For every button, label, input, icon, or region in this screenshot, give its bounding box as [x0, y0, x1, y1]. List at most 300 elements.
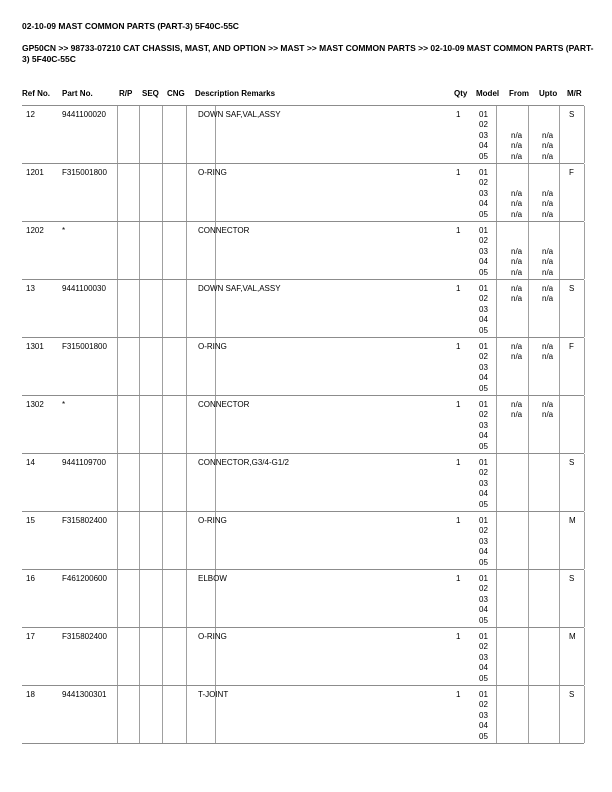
cell-part-no: F315001800 — [62, 342, 107, 351]
cell-model-list-entry: 03 — [479, 536, 488, 546]
cell-description: CONNECTOR — [198, 400, 250, 409]
column-divider — [559, 396, 560, 453]
cell-model-list-entry: 05 — [479, 383, 488, 393]
cell-description: O-RING — [198, 168, 227, 177]
cell-upto-list-entry — [542, 178, 553, 188]
cell-from-list-entry: n/a — [511, 352, 523, 362]
column-divider — [496, 512, 497, 569]
cell-description: CONNECTOR,G3/4-G1/2 — [198, 458, 289, 467]
cell-model-list — [479, 168, 488, 220]
column-divider — [496, 454, 497, 511]
cell-mr: S — [569, 110, 575, 119]
column-divider — [496, 686, 497, 743]
cell-model-list-entry: 04 — [479, 373, 488, 383]
cell-model-list — [479, 632, 488, 684]
column-divider — [186, 338, 187, 395]
column-divider — [186, 628, 187, 685]
page-title: 02-10-09 MAST COMMON PARTS (PART-3) 5F40C-55C — [22, 21, 239, 31]
cell-model-list-entry: 02 — [479, 468, 488, 478]
cell-from-list-entry: n/a — [511, 267, 523, 277]
cell-model-list — [479, 226, 488, 278]
cell-upto-list-entry: n/a — [542, 410, 554, 420]
header-rp: R/P — [119, 89, 133, 98]
cell-part-no: 9441109700 — [62, 458, 106, 467]
cell-model-list — [479, 284, 488, 336]
table-row — [22, 396, 584, 454]
cell-model-list-entry: 04 — [479, 199, 488, 209]
cell-upto-list-entry: n/a — [542, 342, 554, 351]
column-divider — [584, 106, 585, 163]
cell-description: O-RING — [198, 632, 227, 641]
table-row — [22, 570, 584, 628]
column-divider — [186, 164, 187, 221]
cell-description: DOWN SAF,VAL,ASSY — [198, 110, 281, 119]
column-divider — [186, 454, 187, 511]
cell-model-list-entry: 02 — [479, 236, 488, 246]
cell-ref-no: 18 — [26, 690, 35, 699]
cell-upto-list — [542, 110, 553, 162]
column-divider — [496, 164, 497, 221]
column-divider — [496, 106, 497, 163]
column-divider — [584, 222, 585, 279]
cell-model-list — [479, 574, 488, 626]
cell-model-list-entry: 05 — [479, 325, 488, 335]
column-divider — [186, 222, 187, 279]
cell-upto-list-entry — [542, 110, 553, 120]
cell-ref-no: 16 — [26, 574, 35, 583]
cell-from-list-entry — [511, 178, 522, 188]
table-row — [22, 454, 584, 512]
cell-model-list-entry: 04 — [479, 547, 488, 557]
cell-from-list — [511, 168, 522, 220]
cell-from-list-entry — [511, 363, 522, 373]
table-row — [22, 222, 584, 280]
column-divider — [117, 106, 118, 163]
cell-from-list-entry: n/a — [511, 400, 523, 409]
cell-qty: 1 — [456, 342, 461, 351]
cell-from-list-entry: n/a — [511, 188, 523, 198]
cell-ref-no: 17 — [26, 632, 35, 641]
cell-upto-list-entry: n/a — [542, 209, 554, 219]
cell-model-list-entry: 05 — [479, 209, 488, 219]
cell-from-list-entry — [511, 373, 522, 383]
column-divider — [186, 570, 187, 627]
column-divider — [162, 512, 163, 569]
column-divider — [528, 280, 529, 337]
column-divider — [139, 106, 140, 163]
cell-from-list-entry — [511, 305, 522, 315]
cell-description: O-RING — [198, 342, 227, 351]
cell-model-list-entry: 03 — [479, 304, 488, 314]
cell-upto-list-entry — [542, 442, 553, 452]
cell-upto-list-entry — [542, 305, 553, 315]
column-divider — [528, 338, 529, 395]
cell-model-list-entry: 03 — [479, 478, 488, 488]
cell-model-list-entry: 02 — [479, 700, 488, 710]
cell-from-list-entry — [511, 226, 522, 236]
cell-upto-list-entry: n/a — [542, 188, 554, 198]
cell-upto-list-entry — [542, 168, 553, 178]
column-divider — [117, 686, 118, 743]
column-divider — [117, 396, 118, 453]
table-row — [22, 338, 584, 396]
cell-upto-list-entry — [542, 236, 553, 246]
cell-from-list-entry — [511, 421, 522, 431]
cell-ref-no: 1201 — [26, 168, 44, 177]
column-divider — [162, 686, 163, 743]
cell-qty: 1 — [456, 458, 461, 467]
column-divider — [139, 628, 140, 685]
cell-model-list-entry: 04 — [479, 315, 488, 325]
header-from: From — [509, 89, 529, 98]
column-divider — [528, 164, 529, 221]
cell-upto-list — [542, 168, 553, 220]
cell-model-list-entry: 03 — [479, 246, 488, 256]
cell-mr: F — [569, 342, 574, 351]
cell-ref-no: 12 — [26, 110, 35, 119]
column-divider — [584, 280, 585, 337]
cell-model-list — [479, 458, 488, 510]
column-divider — [117, 570, 118, 627]
cell-upto-list-entry: n/a — [542, 257, 554, 267]
column-divider — [162, 338, 163, 395]
cell-ref-no: 1301 — [26, 342, 44, 351]
column-divider — [117, 222, 118, 279]
header-qty: Qty — [454, 89, 468, 98]
cell-part-no: * — [62, 226, 66, 235]
cell-upto-list-entry — [542, 120, 553, 130]
cell-model-list — [479, 342, 488, 394]
cell-upto-list-entry — [542, 326, 553, 336]
header-description: Description Remarks — [195, 89, 276, 98]
cell-model-list-entry: 01 — [479, 400, 488, 409]
column-divider — [162, 396, 163, 453]
cell-qty: 1 — [456, 226, 461, 235]
cell-mr: S — [569, 690, 575, 699]
cell-model-list-entry: 04 — [479, 141, 488, 151]
cell-upto-list-entry — [542, 363, 553, 373]
cell-upto-list-entry: n/a — [542, 246, 554, 256]
cell-ref-no: 15 — [26, 516, 35, 525]
cell-upto-list-entry — [542, 421, 553, 431]
column-divider — [162, 106, 163, 163]
cell-upto-list — [542, 342, 553, 394]
cell-description: CONNECTOR — [198, 226, 250, 235]
cell-model-list-entry: 04 — [479, 721, 488, 731]
cell-description: O-RING — [198, 516, 227, 525]
column-divider — [559, 686, 560, 743]
cell-model-list-entry: 01 — [479, 226, 488, 235]
cell-model-list — [479, 400, 488, 452]
cell-from-list-entry: n/a — [511, 342, 523, 351]
cell-from-list-entry — [511, 384, 522, 394]
cell-upto-list-entry: n/a — [542, 400, 554, 409]
cell-model-list-entry: 02 — [479, 294, 488, 304]
cell-upto-list-entry: n/a — [542, 141, 554, 151]
cell-model-list-entry: 03 — [479, 130, 488, 140]
cell-upto-list — [542, 226, 553, 278]
column-divider — [162, 570, 163, 627]
header-seq: SEQ — [142, 89, 159, 98]
cell-mr: S — [569, 574, 575, 583]
cell-upto-list-entry — [542, 315, 553, 325]
cell-model-list-entry: 04 — [479, 489, 488, 499]
cell-upto-list-entry: n/a — [542, 199, 554, 209]
table-row — [22, 628, 584, 686]
cell-model-list-entry: 05 — [479, 557, 488, 567]
column-divider — [559, 222, 560, 279]
column-divider — [139, 512, 140, 569]
cell-model-list-entry: 03 — [479, 362, 488, 372]
cell-from-list-entry: n/a — [511, 246, 523, 256]
column-divider — [559, 106, 560, 163]
cell-qty: 1 — [456, 516, 461, 525]
column-divider — [559, 628, 560, 685]
column-divider — [139, 280, 140, 337]
cell-from-list-entry: n/a — [511, 199, 523, 209]
column-divider — [162, 280, 163, 337]
column-divider — [528, 106, 529, 163]
column-divider — [559, 280, 560, 337]
column-divider — [139, 396, 140, 453]
cell-from-list — [511, 284, 522, 336]
column-divider — [528, 222, 529, 279]
cell-upto-list — [542, 400, 553, 452]
cell-qty: 1 — [456, 110, 461, 119]
cell-upto-list-entry: n/a — [542, 267, 554, 277]
column-divider — [528, 686, 529, 743]
table-row — [22, 686, 584, 744]
cell-model-list-entry: 01 — [479, 516, 488, 525]
cell-from-list-entry — [511, 168, 522, 178]
cell-from-list-entry — [511, 431, 522, 441]
cell-from-list-entry: n/a — [511, 410, 523, 420]
cell-from-list — [511, 400, 522, 452]
cell-model-list-entry: 04 — [479, 257, 488, 267]
cell-upto-list-entry — [542, 431, 553, 441]
cell-from-list-entry: n/a — [511, 284, 523, 293]
cell-description: T-JOINT — [198, 690, 229, 699]
column-divider — [559, 512, 560, 569]
column-divider — [584, 454, 585, 511]
cell-upto-list — [542, 284, 553, 336]
cell-from-list-entry: n/a — [511, 294, 523, 304]
header-ref-no: Ref No. — [22, 89, 50, 98]
cell-model-list-entry: 05 — [479, 731, 488, 741]
cell-model-list-entry: 03 — [479, 710, 488, 720]
cell-from-list-entry — [511, 110, 522, 120]
column-divider — [117, 454, 118, 511]
cell-qty: 1 — [456, 632, 461, 641]
cell-model-list-entry: 01 — [479, 110, 488, 119]
cell-qty: 1 — [456, 284, 461, 293]
cell-from-list-entry — [511, 315, 522, 325]
cell-model-list-entry: 05 — [479, 673, 488, 683]
column-divider — [559, 570, 560, 627]
cell-from-list-entry — [511, 120, 522, 130]
header-part-no: Part No. — [62, 89, 93, 98]
cell-description: DOWN SAF,VAL,ASSY — [198, 284, 281, 293]
cell-model-list — [479, 110, 488, 162]
cell-mr: S — [569, 284, 575, 293]
cell-model-list-entry: 05 — [479, 267, 488, 277]
cell-from-list-entry — [511, 442, 522, 452]
cell-upto-list-entry: n/a — [542, 284, 554, 293]
cell-model-list — [479, 690, 488, 742]
cell-mr: S — [569, 458, 575, 467]
cell-model-list-entry: 01 — [479, 632, 488, 641]
cell-from-list — [511, 342, 522, 394]
column-divider — [584, 512, 585, 569]
cell-from-list-entry: n/a — [511, 141, 523, 151]
cell-upto-list-entry: n/a — [542, 294, 554, 304]
cell-model-list-entry: 01 — [479, 342, 488, 351]
cell-qty: 1 — [456, 690, 461, 699]
table-row — [22, 106, 584, 164]
cell-qty: 1 — [456, 400, 461, 409]
cell-model-list-entry: 05 — [479, 499, 488, 509]
column-divider — [186, 512, 187, 569]
cell-part-no: 9441300301 — [62, 690, 107, 699]
cell-model-list-entry: 01 — [479, 690, 488, 699]
column-divider — [162, 628, 163, 685]
cell-upto-list-entry: n/a — [542, 151, 554, 161]
cell-model-list-entry: 05 — [479, 151, 488, 161]
column-divider — [584, 338, 585, 395]
table-row — [22, 280, 584, 338]
column-divider — [162, 222, 163, 279]
cell-model-list-entry: 03 — [479, 420, 488, 430]
cell-model-list-entry: 03 — [479, 594, 488, 604]
column-divider — [117, 512, 118, 569]
cell-model-list-entry: 04 — [479, 605, 488, 615]
cell-model-list-entry: 01 — [479, 284, 488, 293]
column-divider — [186, 106, 187, 163]
column-divider — [496, 628, 497, 685]
cell-model-list-entry: 02 — [479, 584, 488, 594]
header-mr: M/R — [567, 89, 582, 98]
column-divider — [139, 164, 140, 221]
cell-model-list-entry: 02 — [479, 178, 488, 188]
cell-mr: F — [569, 168, 574, 177]
cell-description: ELBOW — [198, 574, 227, 583]
cell-from-list — [511, 226, 522, 278]
cell-model-list-entry: 01 — [479, 168, 488, 177]
header-cng: CNG — [167, 89, 185, 98]
cell-part-no: F315001800 — [62, 168, 107, 177]
column-divider — [117, 164, 118, 221]
table-row — [22, 164, 584, 222]
header-model: Model — [476, 89, 500, 98]
column-divider — [496, 396, 497, 453]
column-divider — [186, 280, 187, 337]
column-divider — [559, 338, 560, 395]
cell-model-list-entry: 02 — [479, 526, 488, 536]
cell-mr: M — [569, 632, 576, 641]
column-divider — [496, 570, 497, 627]
cell-part-no: F315802400 — [62, 516, 107, 525]
cell-upto-list-entry: n/a — [542, 130, 554, 140]
cell-from-list-entry: n/a — [511, 209, 523, 219]
cell-from-list-entry: n/a — [511, 130, 523, 140]
cell-model-list-entry: 04 — [479, 431, 488, 441]
column-divider — [584, 686, 585, 743]
column-divider — [496, 222, 497, 279]
column-divider — [139, 570, 140, 627]
cell-from-list — [511, 110, 522, 162]
cell-part-no: 9441100030 — [62, 284, 106, 293]
cell-from-list-entry: n/a — [511, 257, 523, 267]
table-row — [22, 512, 584, 570]
column-divider — [162, 164, 163, 221]
cell-qty: 1 — [456, 168, 461, 177]
cell-from-list-entry: n/a — [511, 151, 523, 161]
column-divider — [139, 338, 140, 395]
cell-ref-no: 14 — [26, 458, 35, 467]
header-upto: Upto — [539, 89, 558, 98]
cell-model-list-entry: 01 — [479, 574, 488, 583]
column-divider — [186, 396, 187, 453]
cell-qty: 1 — [456, 574, 461, 583]
column-divider — [139, 222, 140, 279]
cell-model-list-entry: 03 — [479, 188, 488, 198]
cell-model-list-entry: 01 — [479, 458, 488, 467]
column-divider — [496, 280, 497, 337]
column-divider — [559, 164, 560, 221]
cell-upto-list-entry: n/a — [542, 352, 554, 362]
cell-part-no: F461200600 — [62, 574, 107, 583]
cell-model-list-entry: 02 — [479, 352, 488, 362]
cell-part-no: F315802400 — [62, 632, 107, 641]
column-divider — [584, 164, 585, 221]
column-divider — [117, 280, 118, 337]
column-divider — [139, 454, 140, 511]
column-divider — [496, 338, 497, 395]
column-divider — [186, 686, 187, 743]
cell-ref-no: 1302 — [26, 400, 44, 409]
column-divider — [528, 396, 529, 453]
cell-model-list-entry: 05 — [479, 441, 488, 451]
cell-model-list-entry: 03 — [479, 652, 488, 662]
cell-model-list — [479, 516, 488, 568]
cell-model-list-entry: 05 — [479, 615, 488, 625]
cell-part-no: 9441100020 — [62, 110, 106, 119]
cell-from-list-entry — [511, 236, 522, 246]
column-divider — [528, 512, 529, 569]
cell-model-list-entry: 04 — [479, 663, 488, 673]
column-divider — [584, 628, 585, 685]
breadcrumb: GP50CN >> 98733-07210 CAT CHASSIS, MAST, AND OPTION >> MAST >> MAST COMMON PARTS >> 02-10-09 MAST COMMON PARTS (PART-3) 5F40C-55C — [22, 43, 594, 64]
cell-mr: M — [569, 516, 576, 525]
column-divider — [117, 338, 118, 395]
cell-upto-list-entry — [542, 373, 553, 383]
column-divider — [584, 396, 585, 453]
cell-from-list-entry — [511, 326, 522, 336]
column-divider — [117, 628, 118, 685]
column-divider — [162, 454, 163, 511]
cell-model-list-entry: 02 — [479, 410, 488, 420]
cell-part-no: * — [62, 400, 66, 409]
column-divider — [584, 570, 585, 627]
cell-upto-list-entry — [542, 226, 553, 236]
cell-ref-no: 1202 — [26, 226, 44, 235]
cell-upto-list-entry — [542, 384, 553, 394]
column-divider — [559, 454, 560, 511]
column-divider — [528, 570, 529, 627]
column-divider — [528, 628, 529, 685]
column-divider — [528, 454, 529, 511]
cell-ref-no: 13 — [26, 284, 35, 293]
